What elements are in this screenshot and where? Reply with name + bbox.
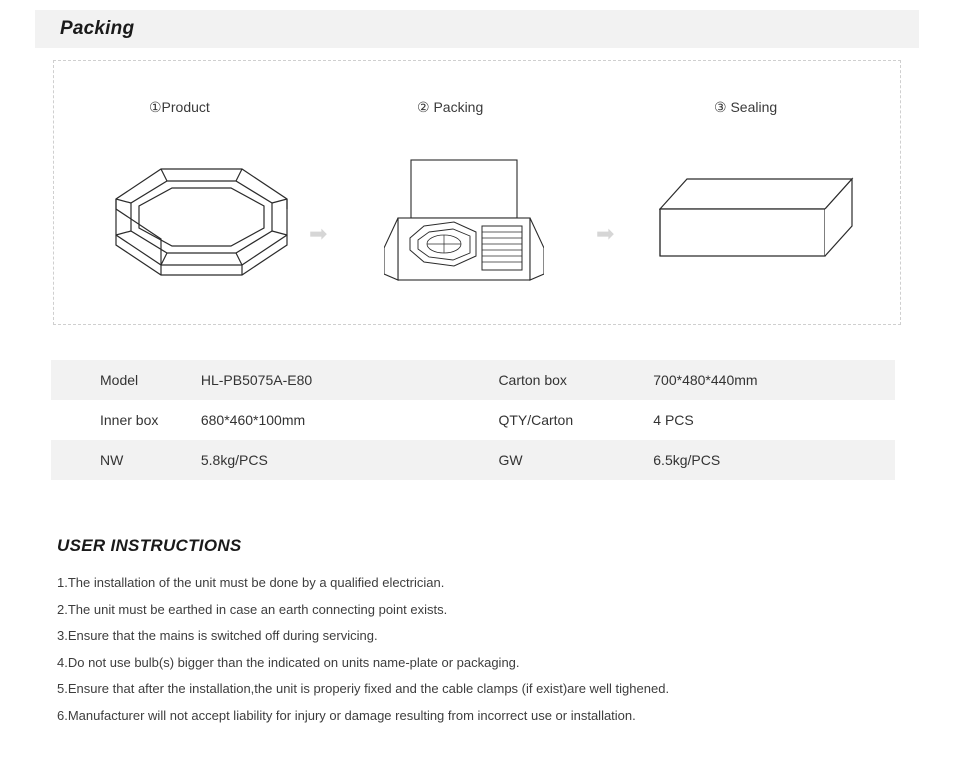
spec-key: GW — [498, 452, 523, 468]
octagon-frame-icon — [109, 161, 294, 286]
packing-header-bar — [35, 10, 919, 48]
page-title: Packing — [60, 18, 135, 39]
packing-step-label-3: ③ Sealing — [714, 99, 778, 115]
table-row — [51, 440, 895, 480]
packing-step-label-1: ①Product — [149, 99, 210, 115]
list-item: 2.The unit must be earthed in case an earth connecting point exists. — [57, 601, 448, 617]
list-item: 3.Ensure that the mains is switched off during servicing. — [57, 628, 378, 644]
user-instructions-list — [57, 570, 897, 730]
packing-spec-table — [51, 360, 895, 480]
packing-diagram-panel — [53, 60, 901, 325]
step-arrow-2: ➡ — [596, 221, 615, 246]
spec-key: Model — [100, 372, 139, 388]
spec-value: 680*460*100mm — [200, 412, 306, 428]
spec-key: Inner box — [100, 412, 159, 428]
spec-key: NW — [100, 452, 124, 468]
open-carton-icon — [384, 156, 544, 301]
spec-value: HL-PB5075A-E80 — [200, 372, 313, 388]
list-item: 5.Ensure that after the installation,the unit is properiy fixed and the cable clamps (if exist)are well tighened. — [57, 681, 670, 697]
spec-value: 6.5kg/PCS — [653, 452, 721, 468]
list-item: 4.Do not use bulb(s) bigger than the indicated on units name-plate or packaging. — [57, 654, 520, 670]
spec-key: QTY/Carton — [498, 412, 574, 428]
list-item: 6.Manufacturer will not accept liability for injury or damage resulting from incorrect use or installation. — [57, 707, 636, 723]
table-row — [51, 360, 895, 400]
spec-value: 5.8kg/PCS — [200, 452, 268, 468]
sealed-carton-icon — [659, 171, 854, 276]
table-row — [51, 400, 895, 440]
step-arrow-1: ➡ — [309, 221, 328, 246]
spec-value: 700*480*440mm — [653, 372, 758, 388]
spec-value: 4 PCS — [653, 412, 694, 428]
spec-key: Carton box — [498, 372, 567, 388]
packing-step-label-2: ② Packing — [417, 99, 484, 115]
user-instructions-title: USER INSTRUCTIONS — [57, 536, 242, 555]
list-item: 1.The installation of the unit must be done by a qualified electrician. — [57, 575, 445, 590]
